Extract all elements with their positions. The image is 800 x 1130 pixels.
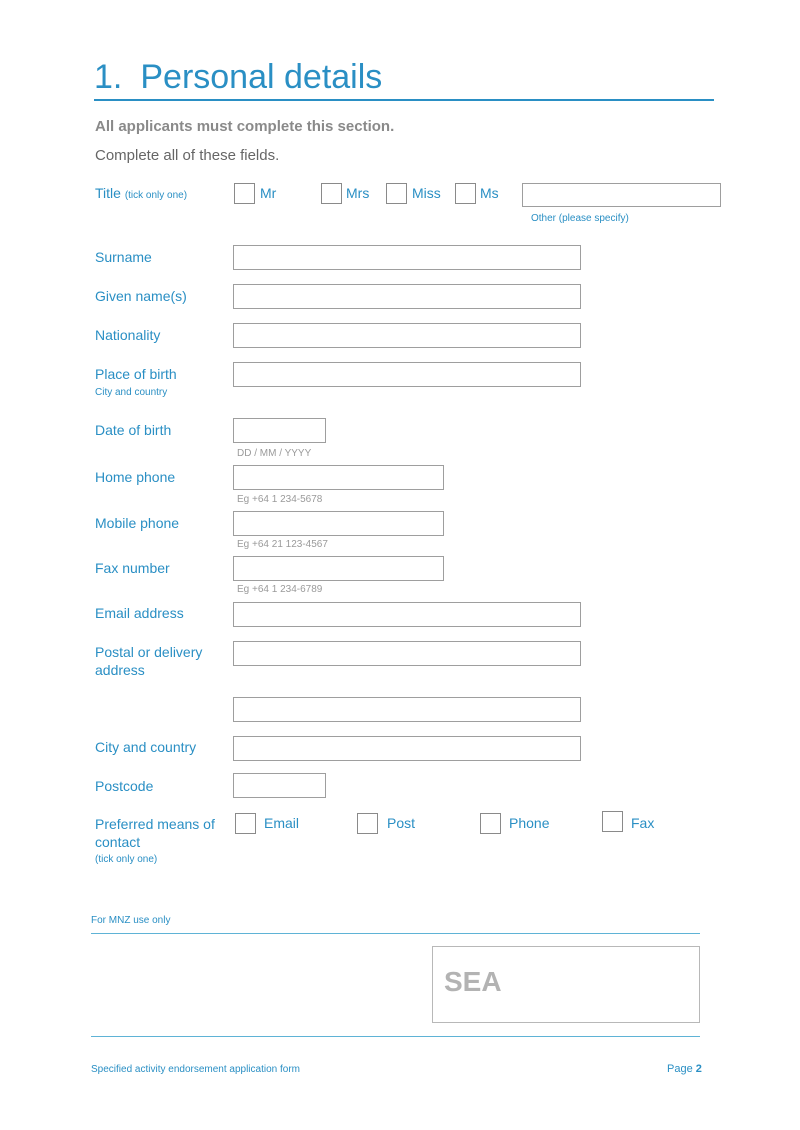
place-of-birth-label: Place of birth xyxy=(95,366,177,382)
contact-email-label: Email xyxy=(264,815,300,831)
postal-address-label xyxy=(95,643,202,679)
postal-address-label-line2: address xyxy=(95,662,145,678)
title-ms-label: Ms xyxy=(480,185,499,201)
title-ms-checkbox[interactable] xyxy=(455,183,476,204)
home-phone-input[interactable] xyxy=(233,465,444,490)
postcode-input[interactable] xyxy=(233,773,326,798)
email-label: Email address xyxy=(95,605,184,621)
place-of-birth-input[interactable] xyxy=(233,362,581,387)
place-of-birth-hint: City and country xyxy=(95,387,168,398)
date-of-birth-hint: DD / MM / YYYY xyxy=(237,448,312,459)
title-mr-checkbox[interactable] xyxy=(234,183,255,204)
city-country-input[interactable] xyxy=(233,736,581,761)
title-miss-label: Miss xyxy=(412,185,441,201)
title-label-text: Title xyxy=(95,185,121,201)
given-names-input[interactable] xyxy=(233,284,581,309)
date-of-birth-label: Date of birth xyxy=(95,422,172,438)
date-of-birth-input[interactable] xyxy=(233,418,326,443)
office-bottom-rule xyxy=(91,1036,700,1037)
title-mrs-checkbox[interactable] xyxy=(321,183,342,204)
contact-note: (tick only one) xyxy=(95,854,158,865)
nationality-label: Nationality xyxy=(95,327,161,343)
city-country-label: City and country xyxy=(95,739,197,755)
title-mr-label: Mr xyxy=(260,185,277,201)
office-top-rule xyxy=(91,933,700,934)
contact-email-checkbox[interactable] xyxy=(235,813,256,834)
footer-form-name: Specified activity endorsement application form xyxy=(91,1064,300,1075)
contact-post-checkbox[interactable] xyxy=(357,813,378,834)
title-divider xyxy=(94,99,714,101)
title-other-hint: Other (please specify) xyxy=(531,213,629,224)
intro-text: Complete all of these fields. xyxy=(95,147,280,164)
title-miss-checkbox[interactable] xyxy=(386,183,407,204)
office-stamp-text: SEA xyxy=(444,966,502,997)
title-mrs-label: Mrs xyxy=(346,185,370,201)
section-number: 1. xyxy=(94,58,123,96)
mobile-phone-input[interactable] xyxy=(233,511,444,536)
title-note: (tick only one) xyxy=(124,190,188,201)
page-title xyxy=(94,58,382,97)
title-label xyxy=(95,184,187,205)
title-other-input[interactable] xyxy=(522,183,721,207)
office-use-label: For MNZ use only xyxy=(91,915,171,926)
mobile-phone-hint: Eg +64 21 123-4567 xyxy=(237,539,328,550)
contact-label-line1: Preferred means of xyxy=(95,816,215,832)
section-title: Personal details xyxy=(140,58,383,96)
postal-address-label-line1: Postal or delivery xyxy=(95,644,203,660)
contact-phone-label: Phone xyxy=(509,815,550,831)
surname-input[interactable] xyxy=(233,245,581,270)
contact-post-label: Post xyxy=(387,815,416,831)
home-phone-hint: Eg +64 1 234-5678 xyxy=(237,494,323,505)
fax-number-label: Fax number xyxy=(95,560,170,576)
footer-page-number: 2 xyxy=(695,1063,702,1075)
postal-address-input-1[interactable] xyxy=(233,641,581,666)
intro-bold: All applicants must complete this section. xyxy=(95,118,395,135)
given-names-label: Given name(s) xyxy=(95,288,187,304)
contact-fax-label: Fax xyxy=(631,815,655,831)
mobile-phone-label: Mobile phone xyxy=(95,515,180,531)
fax-number-input[interactable] xyxy=(233,556,444,581)
footer-page xyxy=(667,1063,702,1075)
postcode-label: Postcode xyxy=(95,778,154,794)
email-input[interactable] xyxy=(233,602,581,627)
surname-label: Surname xyxy=(95,249,152,265)
nationality-input[interactable] xyxy=(233,323,581,348)
contact-label xyxy=(95,815,215,851)
contact-fax-checkbox[interactable] xyxy=(602,811,623,832)
footer-page-label: Page xyxy=(667,1063,693,1075)
postal-address-input-2[interactable] xyxy=(233,697,581,722)
contact-phone-checkbox[interactable] xyxy=(480,813,501,834)
fax-number-hint: Eg +64 1 234-6789 xyxy=(237,584,323,595)
home-phone-label: Home phone xyxy=(95,469,176,485)
contact-label-line2: contact xyxy=(95,834,141,850)
